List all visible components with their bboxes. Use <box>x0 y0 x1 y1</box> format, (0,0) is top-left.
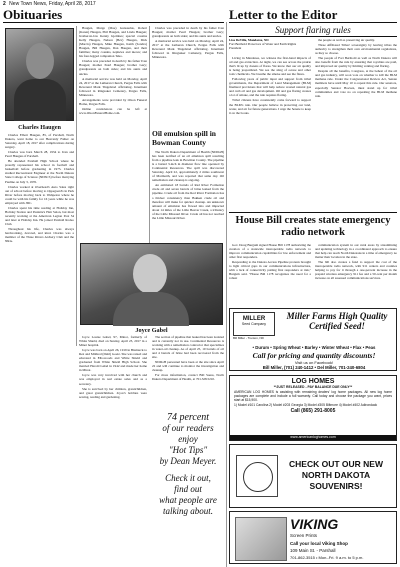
letter-title: Support flaring rules <box>275 25 351 35</box>
letter-heading: Letter to the Editor <box>229 7 338 22</box>
obit-paragraph: Joyce was born on April 26, 1919 in Bismarck to Rex and Mildred (Dahl) Goetz. She was raised and educated in Elbowoods and White Shield and graduated from White Shield High School. She married Harold Gabel in 1942 and made her home in Minot. <box>79 348 147 373</box>
obit-paragraph: Charles spent his time reading at Holiday Inn, Holiday Station and Paulette's Hair Salon, but most recently working at the American Legion Post 54 and later at Holiday Inn. He joined Parshall Rodeo Club. <box>5 205 74 226</box>
letter-paragraph: Three Affiliated Tribes' sovereignty by leaving tribes the authority to strengthen their own environmental regulations, as they so choose. <box>315 43 397 56</box>
obit-body-joyce <box>79 335 147 563</box>
obit-paragraph: Joyce was very involved with her church and was employed in real estate sales and as a secretary. <box>79 373 147 386</box>
log-homes-title: LOG HOMES <box>291 378 335 385</box>
souvenirs-headline <box>278 459 394 492</box>
obit-paragraph: Charles was preceded in death by his father Ivan Haugen; mother Pearl Haugen; brother Gary; grandparents on both sides; and his aunts and uncles. <box>152 26 224 39</box>
viking-shirt-image <box>235 517 287 561</box>
obit-paragraph: Charles was preceded in death by his father Ivan Haugen; mother Pearl Haugen; brother Gary; grandparents on both sides; and his aunts and uncles. <box>79 59 147 76</box>
letter-org: Fort Berthold Protectors of Water and Earth Rights <box>229 42 297 47</box>
article-paragraph: The North Dakota Department of Health (NDDoH) has been notified of an oil emulsion spill resulting from a pipeline leak in Bowman County. The pipeline is a buried 3-inch in diameter flow line operated by Continental Resources. The spill was discovered Saturday, April 22, approximately 2 miles southwest of Marmarth, and was reported that same day. Oil remediation and cleanup is ongoing. <box>152 150 224 183</box>
article-paragraph: communication system in our rural areas by streamlining and updating technology in a coordinated approach to ensure that help can reach North Dakotans in a time of emergency no matter their location in the state. <box>315 243 397 260</box>
page-number: 2 <box>3 1 6 7</box>
miller-sub: Seed Company <box>241 322 267 326</box>
charles-haugen-photo <box>5 28 74 121</box>
article-paragraph: Responding to the Dakota Access Pipeline protests brought to light critical gaps in our communications infrastructure, with a lack of connectivity putting first responders at risk," Burgum said. "House Bill 1178 recognizes the need for a robust <box>229 260 311 281</box>
viking-address: 109 Main St. - Parshall <box>290 548 336 553</box>
obit-body-charles <box>5 133 74 563</box>
miller-facebook[interactable]: Visit us on Facebook! <box>294 360 334 365</box>
souvenirs-line: CHECK OUT OUR NEW <box>289 459 383 469</box>
oil-spill-headline: Oil emulsion spill in Bowman County <box>152 129 216 147</box>
article-paragraph: The bill also creates a fund to support the cost of the interoperable radio network, with 911 centers and counties helping to pay for it through a one-percent increase in the prepaid wireless emergency 911 fee and a 50-cent per month increase on all assessed communications services. <box>315 260 397 281</box>
viking-sub: Screen Prints <box>290 533 318 538</box>
miller-brand: MILLER <box>242 316 266 322</box>
miller-contact: Bill Miller - Trenton, ND <box>233 336 264 340</box>
letter-body-cont <box>315 38 397 210</box>
obit-paragraph: Joyce Louise Gabel, 97, Minot, formerly of White Shield, died on Sunday, April 23, 2017 in a Minot hospital. <box>79 335 147 348</box>
header-rule-right <box>229 22 397 23</box>
column-divider <box>226 22 227 567</box>
obit-paragraph: Charles worked at Overhead's Auto Sales right out of school before moving to Oppegaard's in Park River before moving back to Wahpeton where he could be with his family for 16 years while he was employed with JDC. <box>5 184 74 205</box>
obit-paragraph: Charles was born March 28, 1934 to Ivan and Pearl Haugen of Parshall. <box>5 150 74 159</box>
divider <box>229 212 397 213</box>
obit-body-charles-cont <box>79 26 147 241</box>
log-homes-phone: Call (865) 291-8005 <box>290 408 336 415</box>
letter-paragraph: Despite all the benefits, Congress, at the behest of the oil and gas industry, will soon vote on whether to kill the BLM methane rule. Under the Congressional Review Act, Senate members have until May 10 to repeal this rule. Our senators, especially Senator Hoeven, must stand up for tribal communities and vote no on repealing the BLM methane rule. <box>315 69 397 98</box>
miller-logo <box>233 312 275 336</box>
obit-paragraph: Arrangements were provided by Olson Funeral Home, Pergus Falls. <box>79 97 147 106</box>
obit-paragraph: She is survived by her children, grandchildren, and great grandchildren. Joyce's hobbies were sewing, reading and gardening. <box>79 386 147 399</box>
promo-line: what people are <box>159 495 217 505</box>
obit-paragraph: A memorial service was held on Monday, April 24, 2017 at the Lutheran Church, Pergus Falls with Reverend Mark Tingelstad officiating. Interment followed in Ringsaker Cemetery, Pergus Falls, Minnesota. <box>79 76 147 97</box>
obit-paragraph: A memorial service was held on Monday, April 24, 2017 at the Lutheran Church, Pergus Falls with Reverend Mark Tingelstad officiating. Interment followed in Ringsaker Cemetery, Pergus Falls, Minnesota. <box>152 39 224 60</box>
portrait-shoulders <box>14 79 66 121</box>
letter-paragraph: Living in Mandaree, we witness the first-hand impacts of oil and gas extraction. At night, we can see across the prairie that's lit up by dozens of flares. We know that our air quality is being jeopardized. We see the sting of ozone and other toxic chemicals. We breathe the smoke and see the flares. <box>229 56 311 77</box>
promo-line: of our readers enjoy <box>162 423 214 444</box>
miller-pricing: Call for pricing and quantity discounts! <box>252 351 376 360</box>
obit-paragraph: Haugen, Marge (Mae) Gunsaulus, Robert (Karen) Haugen, Phil Haugen, and Linda Haugen; brother-in-law Kenny Gjeldnes; special cousins Kelly Haugen, Nelson (Bev) Haugen, Dick (Marcia) Haugen, Mike Haugen, Keith (Sondra) Haugen, Bill Haugen, Dan Haugen, and their families; many cousins, nephews and nieces; and his four-legged companion Teko. <box>79 26 147 59</box>
souvenir-emblem-icon <box>243 462 273 492</box>
divider <box>229 36 397 37</box>
house-bill-body-cont <box>315 243 397 305</box>
article-paragraph: NDDoH personnel have been at the site since April 22 and will continue to monitor the investigation and cleanup. <box>152 360 224 373</box>
portrait-head <box>26 43 54 79</box>
oil-spill-body <box>152 150 224 330</box>
letter-role: President <box>229 46 242 51</box>
miller-list: • Durum • Spring Wheat • Barley • Winter Wheat • Flax • Peas <box>252 345 376 350</box>
obituaries-heading: Obituaries <box>3 7 63 22</box>
miller-phones: Bill Miller, (701) 240-1412 • Del Miller, 701-240-6804 <box>262 365 366 370</box>
obit-paragraph: Charles Elbert Haugen, 85, of Parshall, North Dakota, went home to our Heavenly Father on Saturday, April 18, 2017 after complications during surgery. <box>5 133 74 150</box>
article-paragraph: For more information, contact Bill Suess, North Dakota Department of Health, at 701.328.5210. <box>152 373 224 382</box>
promo-line: find out <box>174 484 202 494</box>
hot-tips-promo <box>152 412 224 562</box>
promo-line: Check it out, <box>165 473 211 483</box>
article-paragraph: An estimated 18 barrels of Red River Formation crude oil and seven barrels of brine leaked from the pipeline. Crude oil from the Red River Formation has a thicker consistency than Bakken crude oil and therefore will make for quicker cleanup. An unknown amount of emulsion has flowed into and impacted about 14 miles of the Little Beaver Creek, a tributary of the Little Missouri River. Crude oil has not reached the Little Missouri River. <box>152 183 224 220</box>
letter-paragraph: the people as well as preserving air quality. <box>318 38 375 42</box>
souvenirs-line: NORTH DAKOTA SOUVENIRS! <box>301 470 371 491</box>
souvenirs-ad <box>229 444 397 508</box>
obit-name-charles: Charles Haugen <box>18 124 61 131</box>
column-divider <box>76 26 77 346</box>
log-homes-sub: **JUST RELEASED - PAY BALANCE DUE ONLY** <box>273 385 353 389</box>
header-rule-left <box>3 22 224 23</box>
obit-paragraph: He attended Parshall High School where he proudly represented his school in football and basketball before graduating in 1975. Charles studied Recreational Engineer at the North Dakota State College of Science (NDSCS) before marrying Pauline on July 3, 1976. <box>5 159 74 184</box>
article-paragraph: Gov. Doug Burgum signed House Bill 1178 authorizing the creation of a statewide interoperable radio network to improve communication capabilities for law enforcement and other first responders. <box>229 243 311 260</box>
miller-title: Miller Farms High Quality Certified Seed! <box>286 311 388 331</box>
obit-name-joyce: Joyce Gabel <box>135 327 168 334</box>
log-homes-ad <box>229 375 397 441</box>
article-paragraph: The section of pipeline that leaked has been isolated and is currently not in use. Continental Resources is working with a remediation contractor that specializes in water-oil cleanup. As of April 25, 10 barrels of oil and 4 barrels of brine had been recovered from the site. <box>152 335 224 360</box>
promo-line: "Hot Tips" <box>168 445 208 455</box>
letter-paragraph: The people of Fort Berthold as well as North Dakota will also benefit from the rule by ensuring that royalties are paid, and improved air quality by limiting venting and flaring. <box>315 56 397 69</box>
obit-paragraph: Throughout his life, Charles was always hardworking, devoted, and kind. Charles was a member of the Three Rivers Archery Club and the NRA. <box>5 227 74 244</box>
letter-author: Lisa DeVille, Mandaree, ND <box>229 38 269 42</box>
souvenir-image <box>236 455 278 497</box>
viking-ad <box>229 511 397 564</box>
letter-body <box>229 56 311 210</box>
letter-paragraph: Following years of public input and support from tribal governments, the Department of Land Management (BLM) finalized provisions that will help reduce wasted natural gas and curb oil and gas development. Oil and gas flaring creates a lot of smoke, and the rule requires flaring. <box>229 77 311 98</box>
paper-dateline: New Town News, Friday, April 28, 2017 <box>9 1 96 7</box>
promo-line: talking about. <box>163 506 213 516</box>
promo-line: 74 percent <box>166 412 210 423</box>
viking-brand: VIKING <box>290 516 339 532</box>
miller-seed-ad <box>229 308 397 371</box>
obit-body-charles-cont2 <box>152 26 224 126</box>
viking-info: 701-862-3515 • Mon.-Fri. 9 a.m. to 5 p.m. <box>290 555 364 560</box>
house-bill-body <box>229 243 311 305</box>
log-homes-website[interactable]: www.americanloghomes.com <box>230 435 396 440</box>
oil-spill-body-cont <box>152 335 224 410</box>
obit-paragraph: Online condolences can be left at www.OlsonFuneralHome.com. <box>79 106 147 115</box>
promo-line: by Dean Meyer. <box>159 456 217 466</box>
house-bill-headline: House Bill creates state emergency radio network <box>235 215 391 238</box>
viking-phone: Call your local Viking Shop <box>290 541 348 546</box>
log-homes-packages: 1) Model #101 Carolina 2) Model #203 Georgia 3) Model #305 Biltmore 4) Model #402 Adirondack <box>234 403 378 408</box>
letter-byline <box>229 38 311 50</box>
letter-paragraph: Tribal citizens have consistently come forward to support the BLM's rule. Our people believe in protecting our land, water, and air for future generations. I urge the Senate to keep it on the books. <box>229 98 311 115</box>
log-homes-body: AMERICAN LOG HOMES is assisting with remaining dealers' log home packages. All new log home packages are complete and include a full warranty. Call today and choose the package you want, prices start at $15,900. <box>234 390 392 403</box>
